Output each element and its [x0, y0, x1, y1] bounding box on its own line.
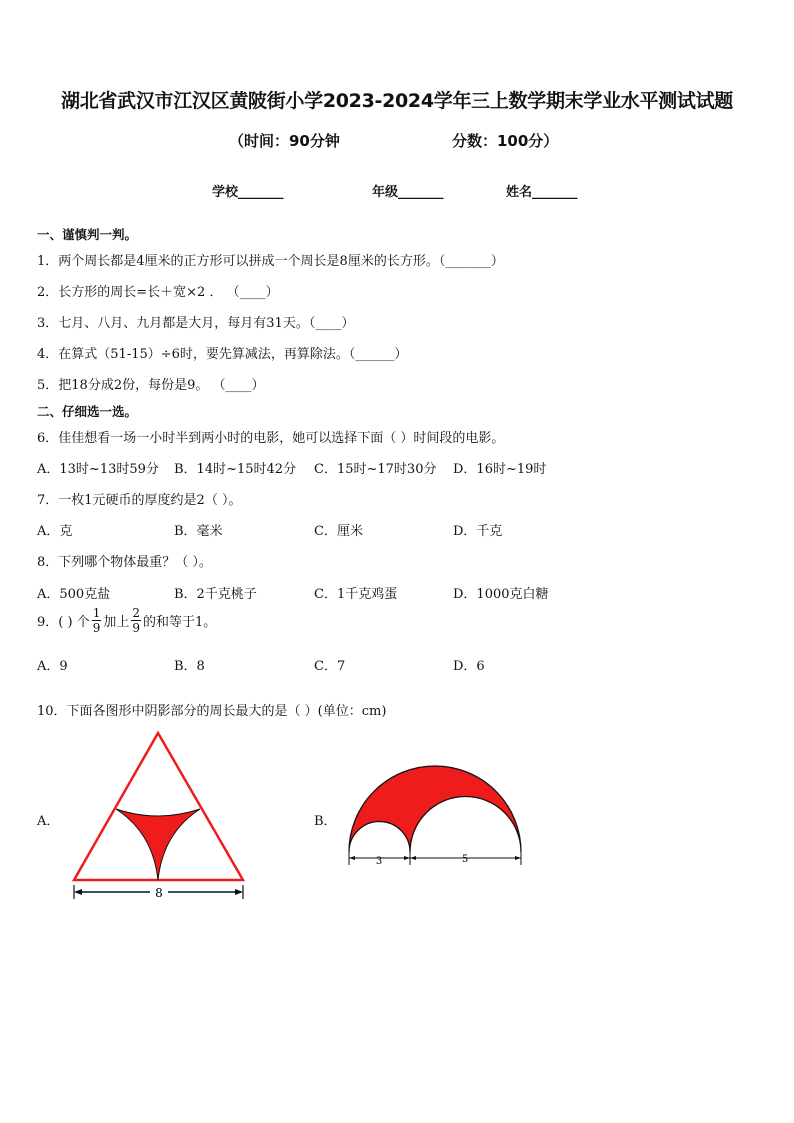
- dim-arrow-right: [235, 889, 243, 895]
- grade-field: 年级_______: [372, 185, 444, 200]
- q8-option-c: C．1千克鸡蛋: [314, 587, 398, 602]
- q6-option-d: D．16时~19时: [453, 462, 547, 477]
- question-4: 4．在算式（51-15）÷6时，要先算减法，再算除法。（______）: [37, 347, 408, 362]
- question-9: [37, 607, 216, 634]
- large-diameter-label: 5: [461, 854, 469, 865]
- exam-score: 分数：100分）: [452, 132, 559, 150]
- q9-option-a: A．9: [37, 659, 68, 674]
- section-1-title: 一、谨慎判一判。: [37, 227, 138, 242]
- q9-option-d: D．6: [453, 659, 485, 674]
- q9-frac1-numerator: 1: [92, 606, 101, 620]
- question-3: 3．七月、八月、九月都是大月，每月有31天。（____）: [37, 316, 355, 331]
- question-6: 6．佳佳想看一场一小时半到两小时的电影，她可以选择下面（ ）时间段的电影。: [37, 431, 505, 446]
- q9-fraction-2: [131, 607, 141, 634]
- question-7: 7．一枚1元硬币的厚度约是2（ ）。: [37, 493, 242, 508]
- q6-option-b: B．14时~15时42分: [174, 462, 297, 477]
- q10-option-b: B．: [314, 814, 337, 829]
- arrow-b1: [349, 856, 355, 860]
- q9-frac2-numerator: 2: [132, 606, 140, 620]
- q9-frac1-denominator: 9: [92, 621, 101, 635]
- q6-option-a: A．13时~13时59分: [37, 462, 159, 477]
- school-field: 学校_______: [212, 185, 284, 200]
- name-field: 姓名_______: [506, 185, 578, 200]
- question-1: 1．两个周长都是4厘米的正方形可以拼成一个周长是8厘米的长方形。（_______）: [37, 254, 504, 269]
- section-2-title: 二、仔细选一选。: [37, 404, 138, 419]
- page-title: 湖北省武汉市江汉区黄陂街小学2023-2024学年三上数学期末学业水平测试试题: [61, 90, 733, 112]
- q9-prefix: 9．( ) 个: [37, 615, 90, 630]
- shaded-region-b: [349, 766, 521, 852]
- q9-option-b: B．8: [174, 659, 205, 674]
- figure-b-semicircles: [340, 755, 530, 870]
- question-2: 2．长方形的周长=长＋宽×2 ． （____）: [37, 285, 279, 300]
- small-diameter-label: 3: [375, 856, 383, 867]
- arrow-b3: [410, 856, 416, 860]
- q7-option-b: B．毫米: [174, 524, 223, 539]
- q7-option-c: C．厘米: [314, 524, 363, 539]
- figure-a-triangle: [60, 725, 260, 905]
- shaded-region-a: [116, 809, 200, 880]
- arrow-b4: [515, 856, 521, 860]
- q10-option-a: A．: [37, 814, 60, 829]
- q7-option-d: D．千克: [453, 524, 503, 539]
- question-10: 10．下面各图形中阴影部分的周长最大的是（ ）(单位：cm): [37, 704, 387, 719]
- q8-option-a: A．500克盐: [37, 587, 111, 602]
- q9-frac2-denominator: 9: [132, 621, 140, 635]
- q8-option-d: D．1000克白糖: [453, 587, 549, 602]
- dim-arrow-left: [74, 889, 82, 895]
- question-5: 5．把18分成2份，每份是9。 （____）: [37, 378, 265, 393]
- q6-option-c: C．15时~17时30分: [314, 462, 437, 477]
- triangle-side-label: 8: [155, 886, 163, 900]
- arrow-b2: [404, 856, 410, 860]
- q7-option-a: A．克: [37, 524, 73, 539]
- q9-suffix: 的和等于1。: [142, 615, 217, 630]
- q8-option-b: B．2千克桃子: [174, 587, 257, 602]
- q9-fraction-1: [92, 607, 102, 634]
- exam-time: （时间：90分钟: [229, 132, 340, 150]
- question-8: 8．下列哪个物体最重？（ ）。: [37, 555, 212, 570]
- q9-middle: 加上: [103, 615, 130, 630]
- q9-option-c: C．7: [314, 659, 346, 674]
